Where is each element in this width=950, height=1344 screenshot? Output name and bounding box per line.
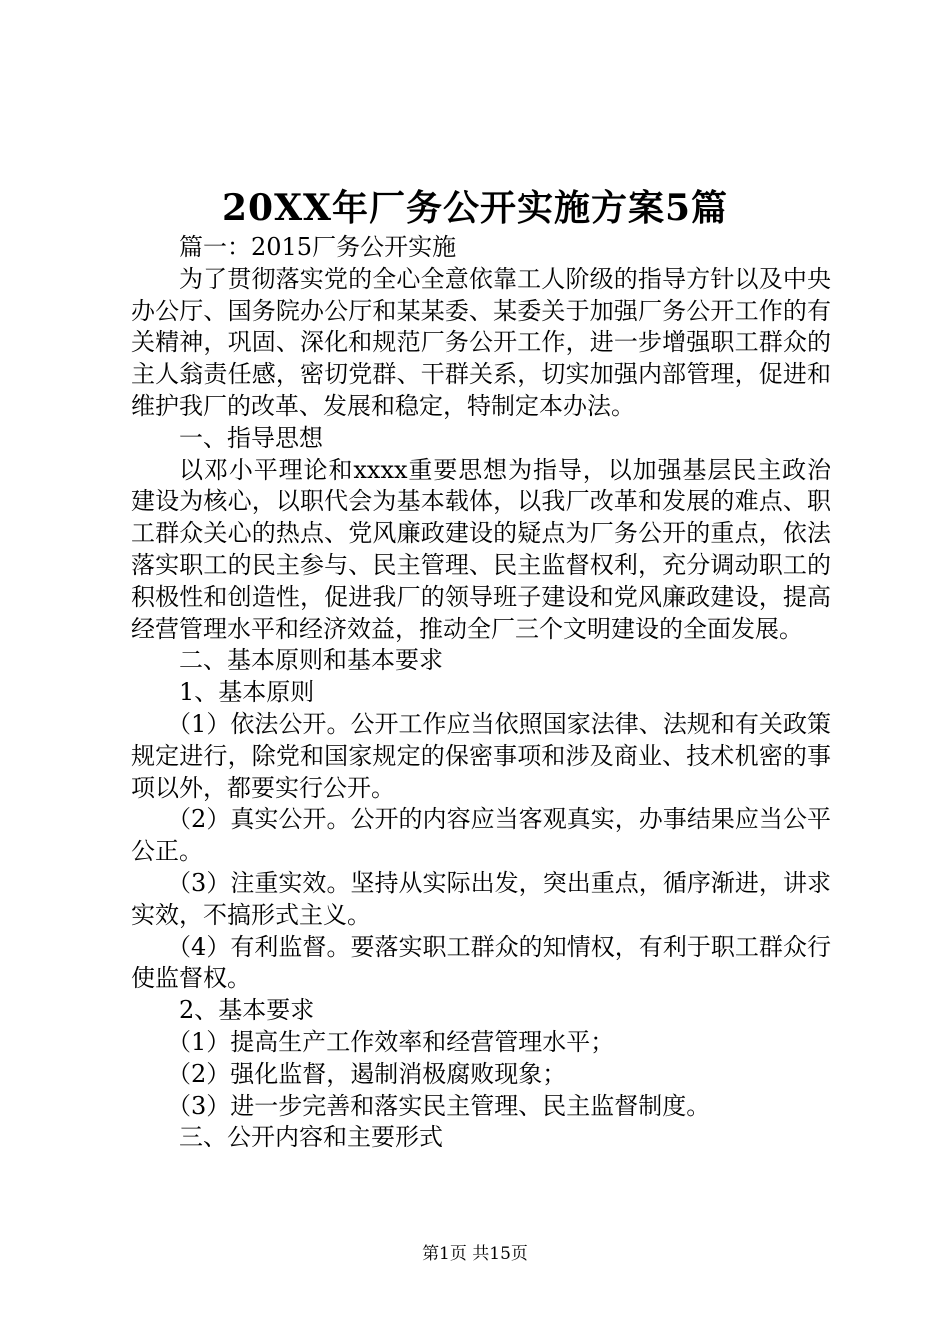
section-heading: 篇一：2015厂务公开实施 [179, 233, 457, 261]
list-item: （3）注重实效。坚持从实际出发，突出重点，循序渐进，讲求实效，不搞形式主义。 [131, 868, 831, 929]
body-paragraph: 为了贯彻落实党的全心全意依靠工人阶级的指导方针以及中央办公厅、国务院办公厅和某某委、某委关于加强厂务公开工作的有关精神，巩固、深化和规范厂务公开工作，进一步增强职工群众的主人翁责任感，密切党群、干群关系，切实加强内部管理，促进和维护我厂的改革、发展和稳定，特制定本办法。 [131, 264, 831, 420]
subsection-heading: 2、基本要求 [179, 996, 315, 1025]
list-item: （3）进一步完善和落实民主管理、民主监督制度。 [167, 1091, 711, 1120]
list-item: （1）提高生产工作效率和经营管理水平； [167, 1027, 615, 1056]
body-paragraph: 以邓小平理论和xxxx重要思想为指导，以加强基层民主政治建设为核心，以职代会为基本载体，以我厂改革和发展的难点、职工群众关心的热点、党风廉政建设的疑点为厂务公开的重点，依法落实职工的民主参与、民主管理、民主监督权利，充分调动职工的积极性和创造性，促进我厂的领导班子建设和党风廉政建设，提高经营管理水平和经济效益，推动全厂三个文明建设的全面发展。 [131, 455, 831, 643]
list-item: （4）有利监督。要落实职工群众的知情权，有利于职工群众行使监督权。 [131, 932, 831, 993]
list-item: （2）真实公开。公开的内容应当客观真实，办事结果应当公平公正。 [131, 805, 831, 866]
section-heading: 二、基本原则和基本要求 [179, 646, 443, 675]
section-heading: 三、公开内容和主要形式 [179, 1123, 443, 1152]
list-item: （1）依法公开。公开工作应当依照国家法律、法规和有关政策规定进行，除党和国家规定的保密事项和涉及商业、技术机密的事项以外，都要实行公开。 [131, 709, 831, 802]
document-body [131, 232, 831, 1154]
list-item: （2）强化监督，遏制消极腐败现象； [167, 1059, 567, 1088]
subsection-heading: 1、基本原则 [179, 678, 315, 707]
section-heading: 一、指导思想 [179, 423, 323, 452]
document-title: 20XX年厂务公开实施方案5篇 [221, 187, 728, 229]
page-indicator: 第1页 共15页 [422, 1244, 528, 1264]
